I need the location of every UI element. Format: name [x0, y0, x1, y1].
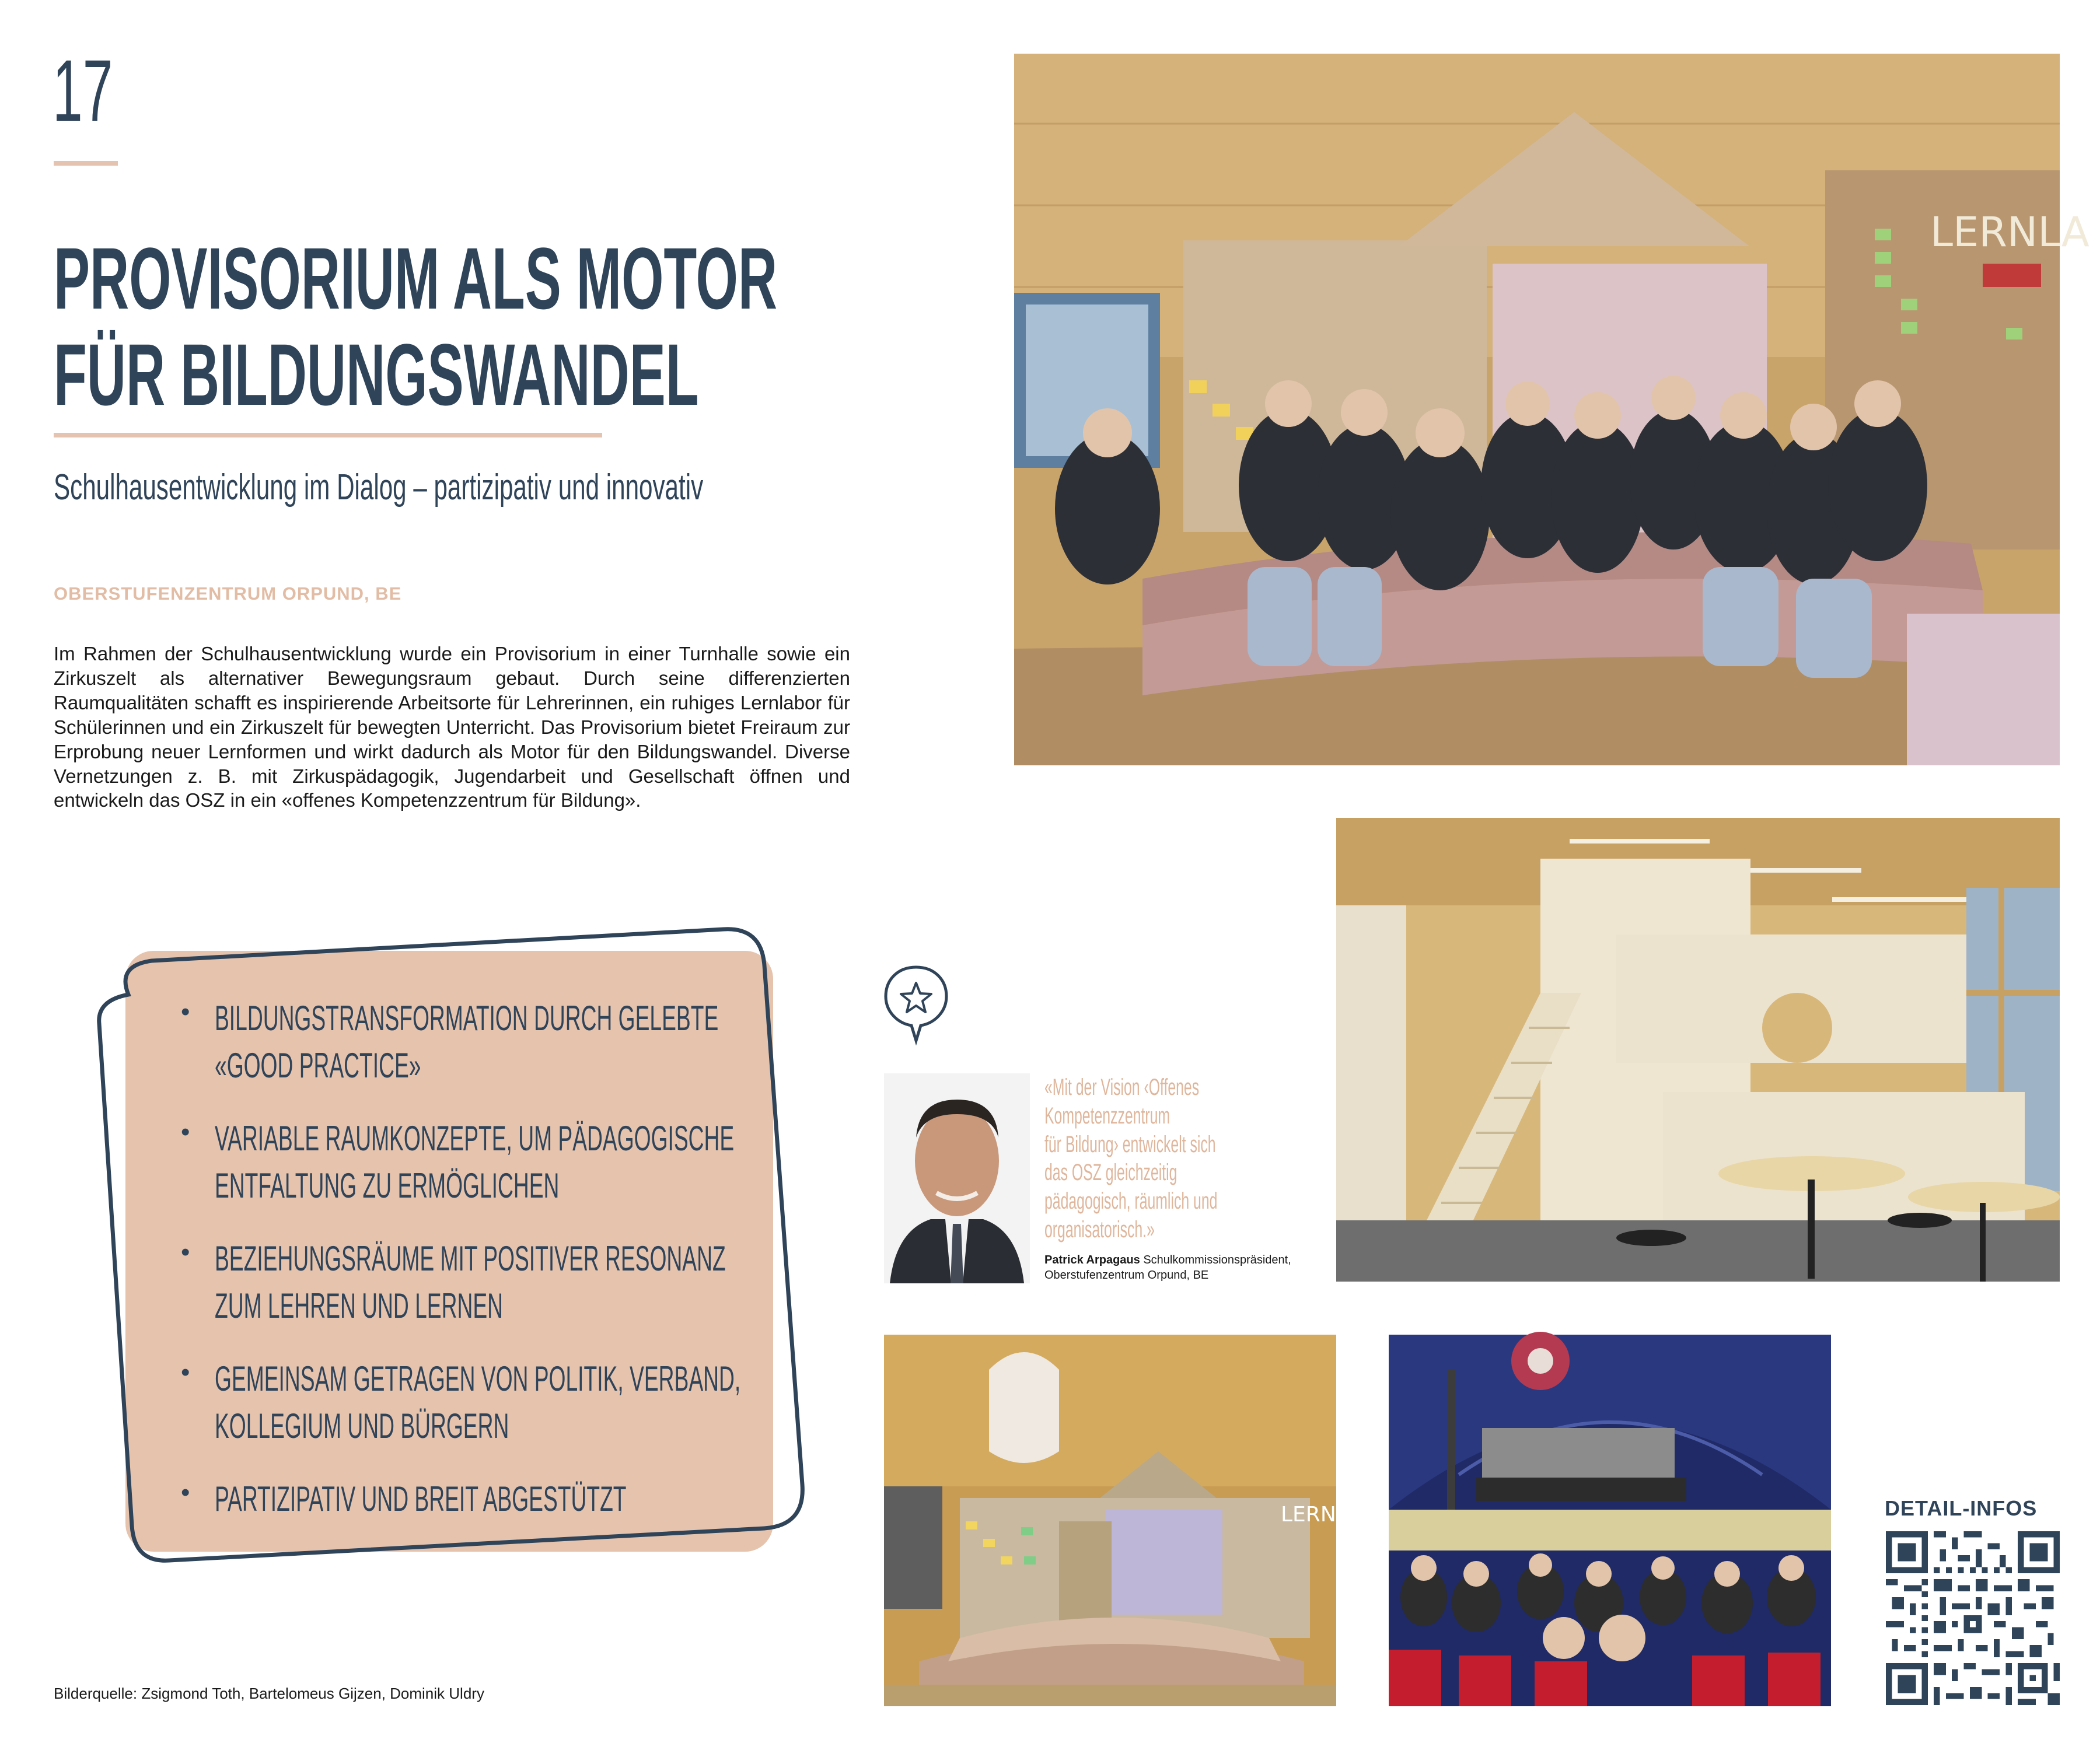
- title-line-2: FÜR BILDUNGSWANDEL: [54, 326, 699, 424]
- quote-line: «Mit der Vision ‹Offenes: [1044, 1074, 1200, 1100]
- quote-line: das OSZ gleichzeitig: [1044, 1160, 1177, 1186]
- highlight-item: • GEMEINSAM GETRAGEN VON POLITIK, VERBAND, KOLLEGIUM UND BÜRGERN: [175, 1355, 759, 1450]
- title-line-1: PROVISORIUM ALS MOTOR: [54, 229, 778, 327]
- interior-photo: [1336, 818, 2060, 1282]
- portrait-photo: [884, 1073, 1030, 1283]
- group-photo: [1014, 54, 2089, 765]
- qr-code[interactable]: [1886, 1531, 2060, 1705]
- page-number: 17: [53, 41, 113, 139]
- stage-photo-sign: LERN: [1281, 1503, 1336, 1527]
- subtitle: Schulhausentwicklung im Dialog – partizipativ und innovativ: [54, 467, 704, 508]
- speech-bubble-star-icon: [881, 963, 951, 1044]
- highlight-item: • BEZIEHUNGSRÄUME MIT POSITIVER RESONANZ ZUM LEHREN UND LERNEN: [175, 1235, 759, 1329]
- title-underline: [54, 433, 602, 438]
- page-title: [54, 229, 778, 424]
- quote-text: [1044, 1073, 1298, 1244]
- highlight-item: • VARIABLE RAUMKONZEPTE, UM PÄDAGOGISCHE ENTFALTUNG ZU ERMÖGLICHEN: [175, 1115, 759, 1209]
- group-photo-sign: LERNLA: [1930, 208, 2089, 256]
- quote-line: pädagogisch, räumlich und: [1044, 1188, 1218, 1214]
- page-number-underline: [54, 161, 118, 166]
- detail-infos-label: DETAIL-INFOS: [1885, 1496, 2038, 1520]
- highlight-item: • PARTIZIPATIV UND BREIT ABGESTÜTZT: [175, 1475, 759, 1522]
- circus-tent-photo: [1389, 1335, 1831, 1706]
- quote-line: organisatorisch.»: [1044, 1216, 1155, 1242]
- image-credit: Bilderquelle: Zsigmond Toth, Bartelomeus Gijzen, Dominik Uldry: [54, 1685, 484, 1702]
- highlights-list: [175, 995, 759, 1548]
- highlight-item: • BILDUNGSTRANSFORMATION DURCH GELEBTE «GOOD PRACTICE»: [175, 995, 759, 1089]
- quote-author: [1044, 1252, 1348, 1283]
- quote-author-org: Oberstufenzentrum Orpund, BE: [1044, 1269, 1209, 1282]
- school-label: OBERSTUFENZENTRUM ORPUND, BE: [54, 583, 402, 604]
- quote-author-role: Schulkommissionspräsident,: [1143, 1254, 1291, 1266]
- quote-line: für Bildung› entwickelt sich: [1044, 1131, 1216, 1157]
- stage-photo: [884, 1335, 1336, 1706]
- quote-line: Kompetenzzentrum: [1044, 1102, 1170, 1129]
- quote-author-name: Patrick Arpagaus: [1044, 1254, 1140, 1266]
- body-text: Im Rahmen der Schulhausentwicklung wurde ein Provisorium in einer Turnhalle sowie ein Zirkuszelt als alternativer Bewegungsraum gebaut. Durch seine differenzierten Raumqualitäten schafft es inspirierende Arbeitsorte für Lehrerinnen, ein ruhiges Lernlabor für Schülerinnen und ein Zirkuszelt für bewegten Unterricht. Das Provisorium bietet Freiraum zur Erprobung neuer Lernformen und wirkt dadurch als Motor für den Bildungswandel. Diverse Vernetzungen z. B. mit Zirkuspädagogik, Jugendarbeit und Gesellschaft öffnen und entwickeln das OSZ in ein «offenes Kompetenzzentrum für Bildung».: [54, 643, 850, 811]
